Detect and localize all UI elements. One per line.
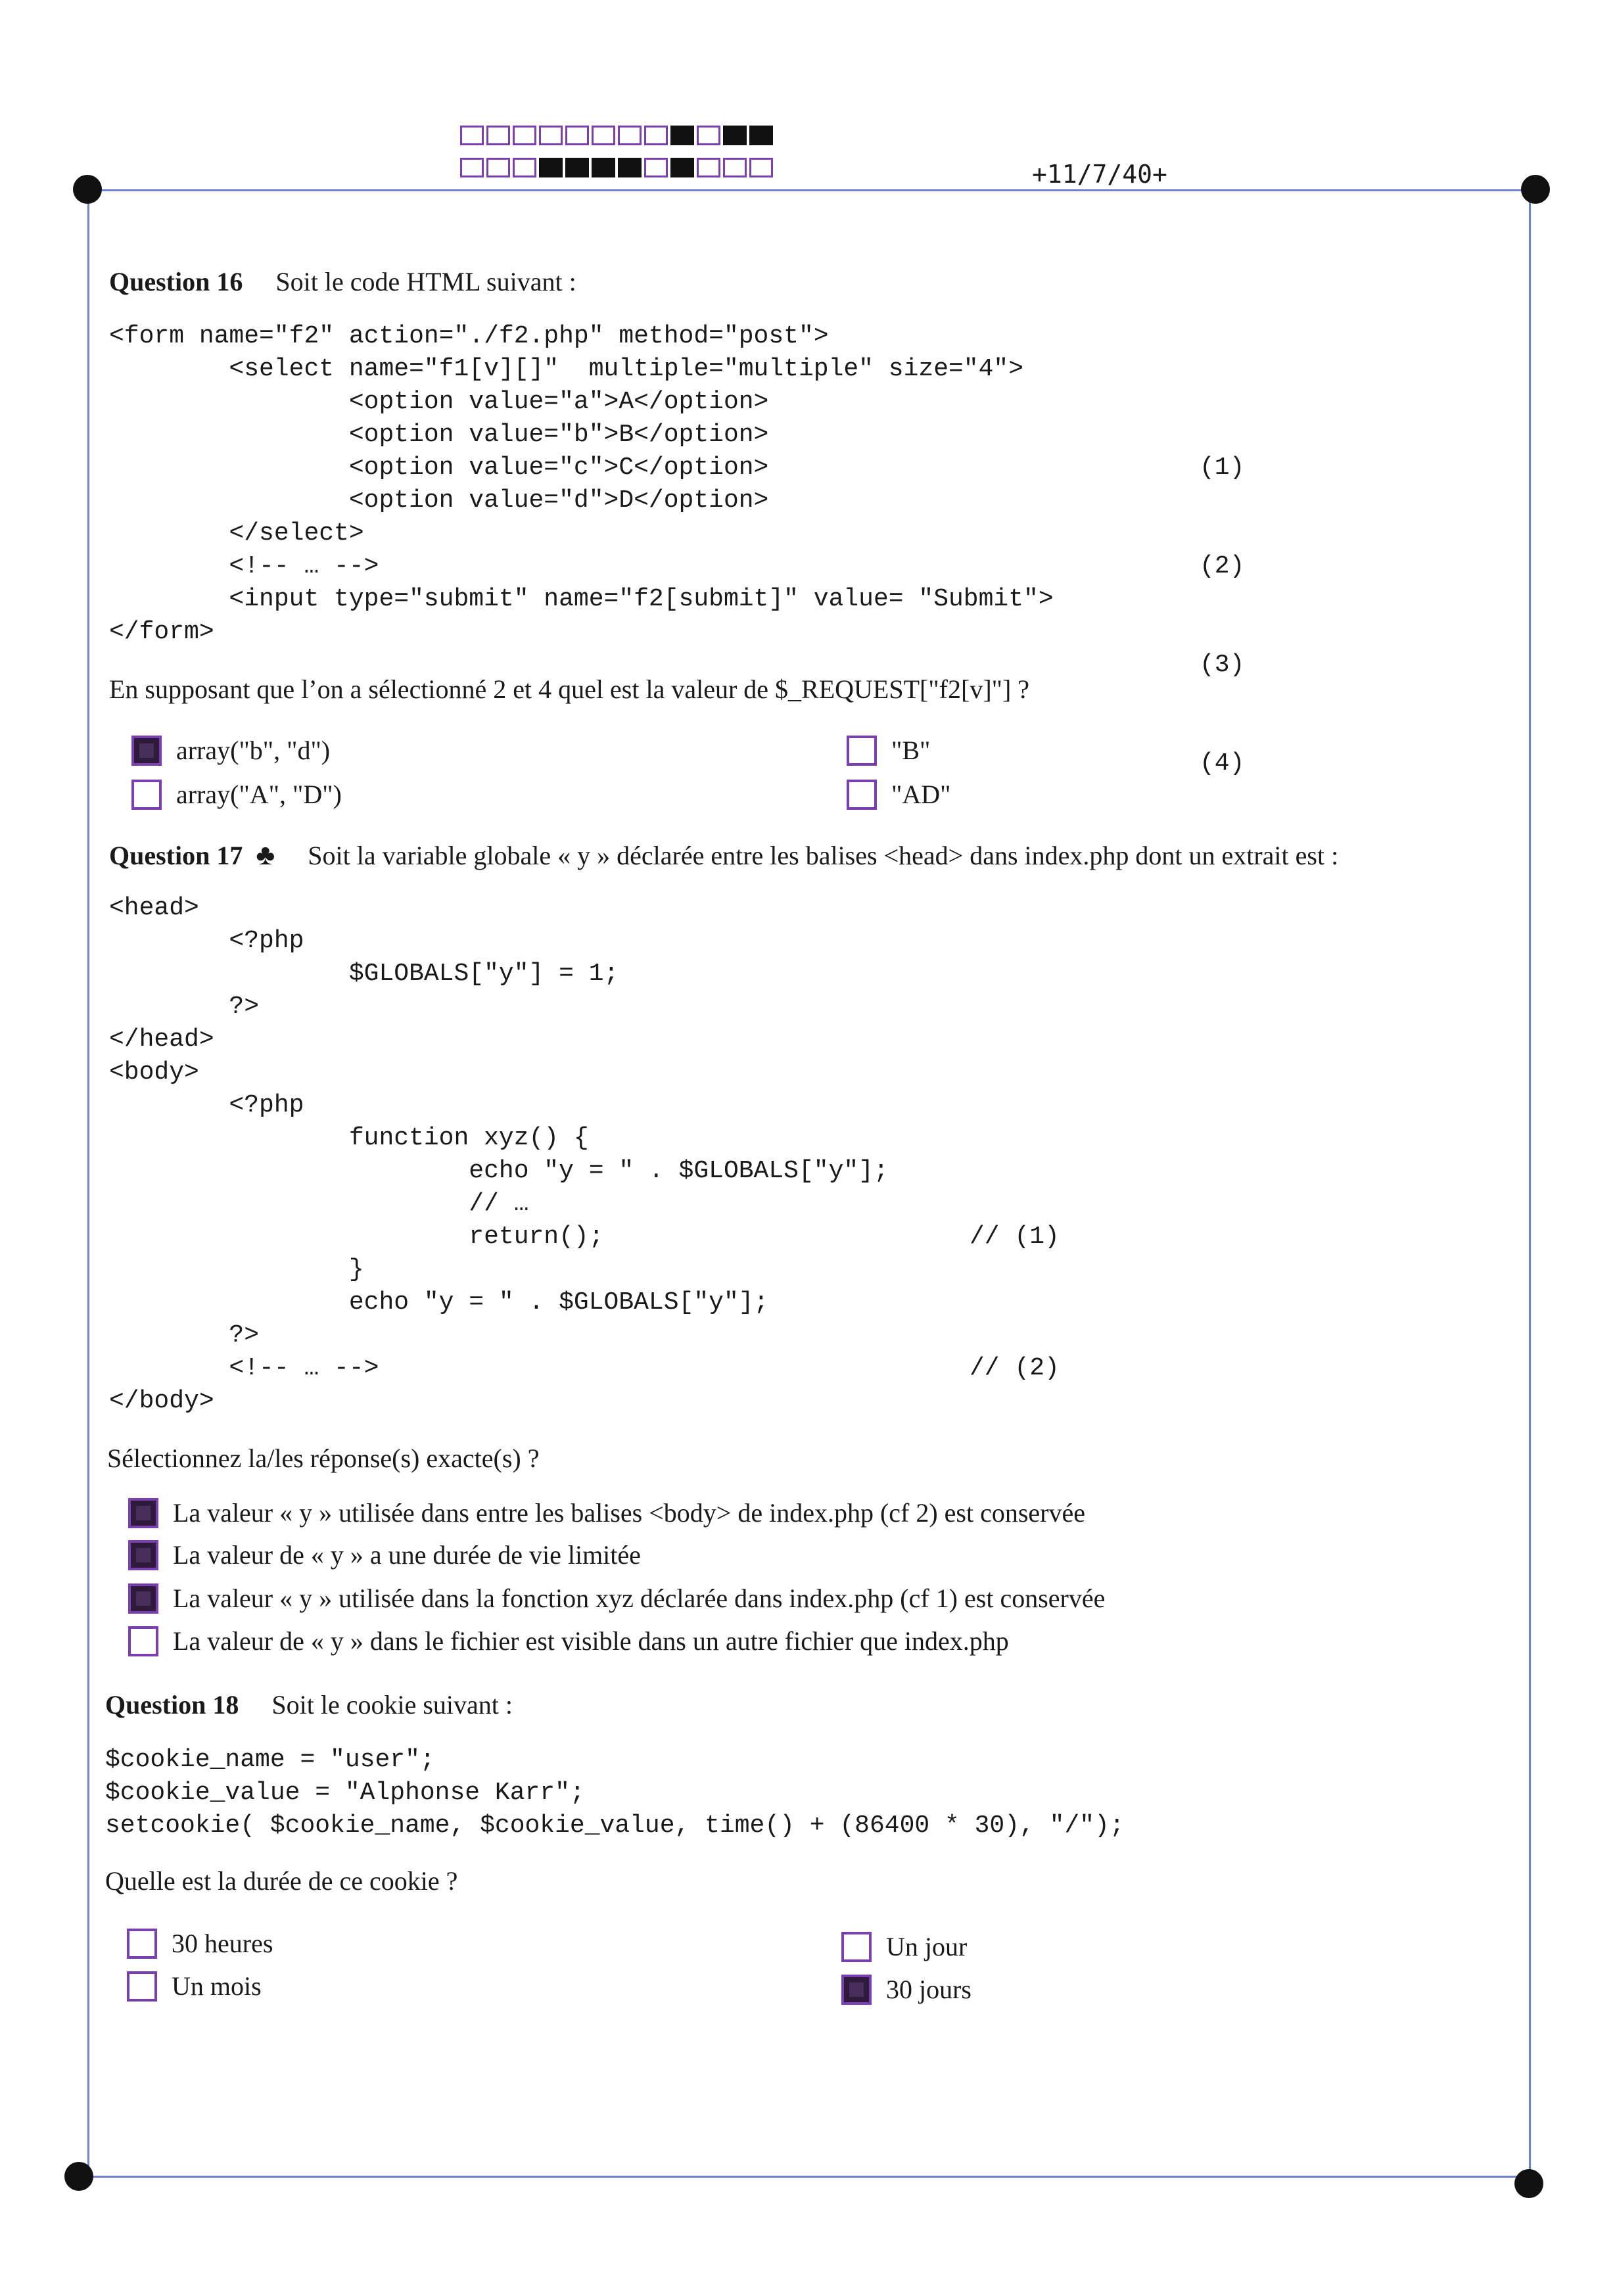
answer-checkbox[interactable] (847, 780, 877, 810)
question-17-title (109, 838, 1338, 872)
code-line: setcookie( $cookie_name, $cookie_value, time() + (86400 * 30), "/"); (105, 1812, 1125, 1840)
frame-top (87, 189, 1537, 191)
id-box-cell (670, 126, 694, 145)
answer-checkbox[interactable] (127, 1971, 157, 2002)
code-line: <option value="b">B</option> (109, 421, 769, 449)
code-line: ?> (109, 1321, 260, 1349)
code-line: <!-- … --> (109, 552, 379, 580)
question-17-ref-2 (970, 1286, 1060, 1418)
code-ref: (4) (1200, 749, 1245, 778)
code-line: $cookie_name = "user"; (105, 1746, 435, 1774)
question-18-text: Quelle est la durée de ce cookie ? (105, 1866, 458, 1896)
answer-option[interactable] (127, 1971, 262, 2002)
answer-label: Un mois (172, 1971, 262, 2001)
frame-right (1529, 189, 1531, 2177)
id-box-cell (670, 158, 694, 177)
id-box-cell (697, 158, 720, 177)
id-box-cell (565, 158, 589, 177)
answer-option[interactable] (128, 1626, 1009, 1656)
code-line: <?php (109, 1091, 304, 1119)
answer-option[interactable] (131, 779, 342, 810)
code-line: <!-- … --> (109, 1354, 379, 1382)
id-box-cell (513, 126, 536, 145)
answer-label: "B" (891, 736, 931, 765)
answer-label: 30 jours (886, 1975, 971, 2004)
answer-option[interactable] (128, 1497, 1085, 1528)
code-line: <option value="a">A</option> (109, 388, 769, 416)
code-line: ?> (109, 993, 260, 1021)
corner-mark-bottom-right (1514, 2169, 1543, 2198)
answer-checkbox[interactable] (128, 1540, 158, 1570)
answer-option[interactable] (841, 1974, 971, 2005)
corner-mark-top-left (73, 175, 102, 204)
id-box-cell (565, 126, 589, 145)
id-box-cell (486, 158, 510, 177)
answer-label: Un jour (886, 1932, 968, 1961)
id-box-cell (460, 126, 484, 145)
answer-option[interactable] (128, 1539, 641, 1570)
answer-checkbox[interactable] (131, 780, 162, 810)
question-intro: Soit le cookie suivant : (271, 1690, 513, 1720)
answer-checkbox[interactable] (128, 1626, 158, 1656)
code-line: </form> (109, 618, 214, 646)
id-box-cell (592, 126, 615, 145)
answer-label: 30 heures (172, 1929, 273, 1958)
answer-label: La valeur « y » utilisée dans la fonction xyz déclarée dans index.php (cf 1) est conservée (173, 1583, 1106, 1613)
code-line: </head> (109, 1025, 214, 1054)
code-line: <select name="f1[v][]" multiple="multiple" size="4"> (109, 355, 1024, 383)
id-box-cell (513, 158, 536, 177)
question-17-code (109, 892, 889, 1418)
code-line: <option value="d">D</option> (109, 486, 769, 515)
code-line: <body> (109, 1058, 199, 1087)
answer-option[interactable] (841, 1931, 967, 1962)
frame-bottom (79, 2176, 1529, 2178)
answer-checkbox[interactable] (841, 1975, 872, 2005)
answer-option[interactable] (131, 735, 330, 766)
answer-checkbox[interactable] (128, 1498, 158, 1528)
answer-label: array("A", "D") (176, 780, 342, 809)
id-box-cell (749, 158, 773, 177)
code-line: <?php (109, 927, 304, 955)
code-ref: // (1) (970, 1223, 1060, 1251)
answer-option[interactable] (127, 1928, 273, 1959)
question-number: Question 16 (109, 267, 243, 296)
code-line: </body> (109, 1387, 214, 1415)
code-line: echo "y = " . $GLOBALS["y"]; (109, 1288, 769, 1317)
code-line: // … (109, 1190, 529, 1218)
code-line: return(); (109, 1223, 604, 1251)
code-line: </select> (109, 519, 364, 548)
answer-label: La valeur de « y » dans le fichier est visible dans un autre fichier que index.php (173, 1626, 1009, 1656)
id-boxes-row-2 (460, 158, 776, 177)
question-18-title (105, 1689, 513, 1720)
answer-option[interactable] (128, 1583, 1105, 1614)
answer-checkbox[interactable] (847, 736, 877, 766)
question-16-refs (1200, 386, 1244, 813)
corner-mark-bottom-left (64, 2162, 93, 2191)
id-box-cell (539, 158, 563, 177)
id-box-cell (592, 158, 615, 177)
code-line: $GLOBALS["y"] = 1; (109, 960, 619, 988)
question-intro: Soit la variable globale « y » déclarée entre les balises <head> dans index.php dont un extrait est : (308, 841, 1339, 870)
answer-label: La valeur de « y » a une durée de vie limitée (173, 1540, 641, 1570)
frame-left (87, 189, 89, 2177)
id-box-cell (618, 158, 642, 177)
id-box-cell (723, 126, 747, 145)
answer-option[interactable] (847, 779, 950, 810)
code-line: <option value="c">C</option> (109, 454, 769, 482)
answer-checkbox[interactable] (128, 1583, 158, 1614)
corner-mark-top-right (1521, 175, 1550, 204)
code-line: echo "y = " . $GLOBALS["y"]; (109, 1157, 889, 1185)
code-ref: (1) (1200, 454, 1245, 482)
id-box-cell (618, 126, 642, 145)
code-ref: // (2) (970, 1354, 1060, 1382)
id-box-cell (697, 126, 720, 145)
code-line: function xyz() { (109, 1124, 589, 1152)
id-box-cell (460, 158, 484, 177)
code-line: <form name="f2" action="./f2.php" method="post"> (109, 322, 829, 350)
id-box-cell (539, 126, 563, 145)
code-ref: (3) (1200, 651, 1245, 679)
answer-checkbox[interactable] (131, 736, 162, 766)
answer-label: La valeur « y » utilisée dans entre les balises <body> de index.php (cf 2) est conservée (173, 1498, 1086, 1528)
id-box-cell (644, 158, 668, 177)
id-box-cell (749, 126, 773, 145)
question-intro: Soit le code HTML suivant : (275, 267, 576, 296)
page-id-code: +11/7/40+ (1032, 160, 1167, 189)
question-17-text: Sélectionnez la/les réponse(s) exacte(s) ? (107, 1443, 540, 1473)
answer-checkbox[interactable] (841, 1932, 872, 1962)
club-icon: ♣ (256, 839, 275, 871)
answer-checkbox[interactable] (127, 1929, 157, 1959)
question-16-code (109, 320, 1054, 649)
answer-label: "AD" (891, 780, 951, 809)
question-number: Question 17 (109, 841, 243, 870)
code-line: <head> (109, 894, 199, 922)
code-ref: (2) (1200, 552, 1245, 580)
id-box-cell (486, 126, 510, 145)
answer-label: array("b", "d") (176, 736, 331, 765)
id-boxes-row-1 (460, 126, 776, 145)
question-17-ref-1 (970, 1155, 1060, 1286)
question-18-code (105, 1744, 1125, 1842)
answer-option[interactable] (847, 735, 930, 766)
question-16-text: En supposant que l’on a sélectionné 2 et 4 quel est la valeur de $_REQUEST["f2[v]"] ? (109, 674, 1030, 704)
question-16-title (109, 266, 576, 297)
code-line: $cookie_value = "Alphonse Karr"; (105, 1779, 585, 1807)
code-line: } (109, 1255, 364, 1284)
question-number: Question 18 (105, 1690, 239, 1720)
code-line: <input type="submit" name="f2[submit]" value= "Submit"> (109, 585, 1054, 613)
id-box-cell (723, 158, 747, 177)
id-box-cell (644, 126, 668, 145)
